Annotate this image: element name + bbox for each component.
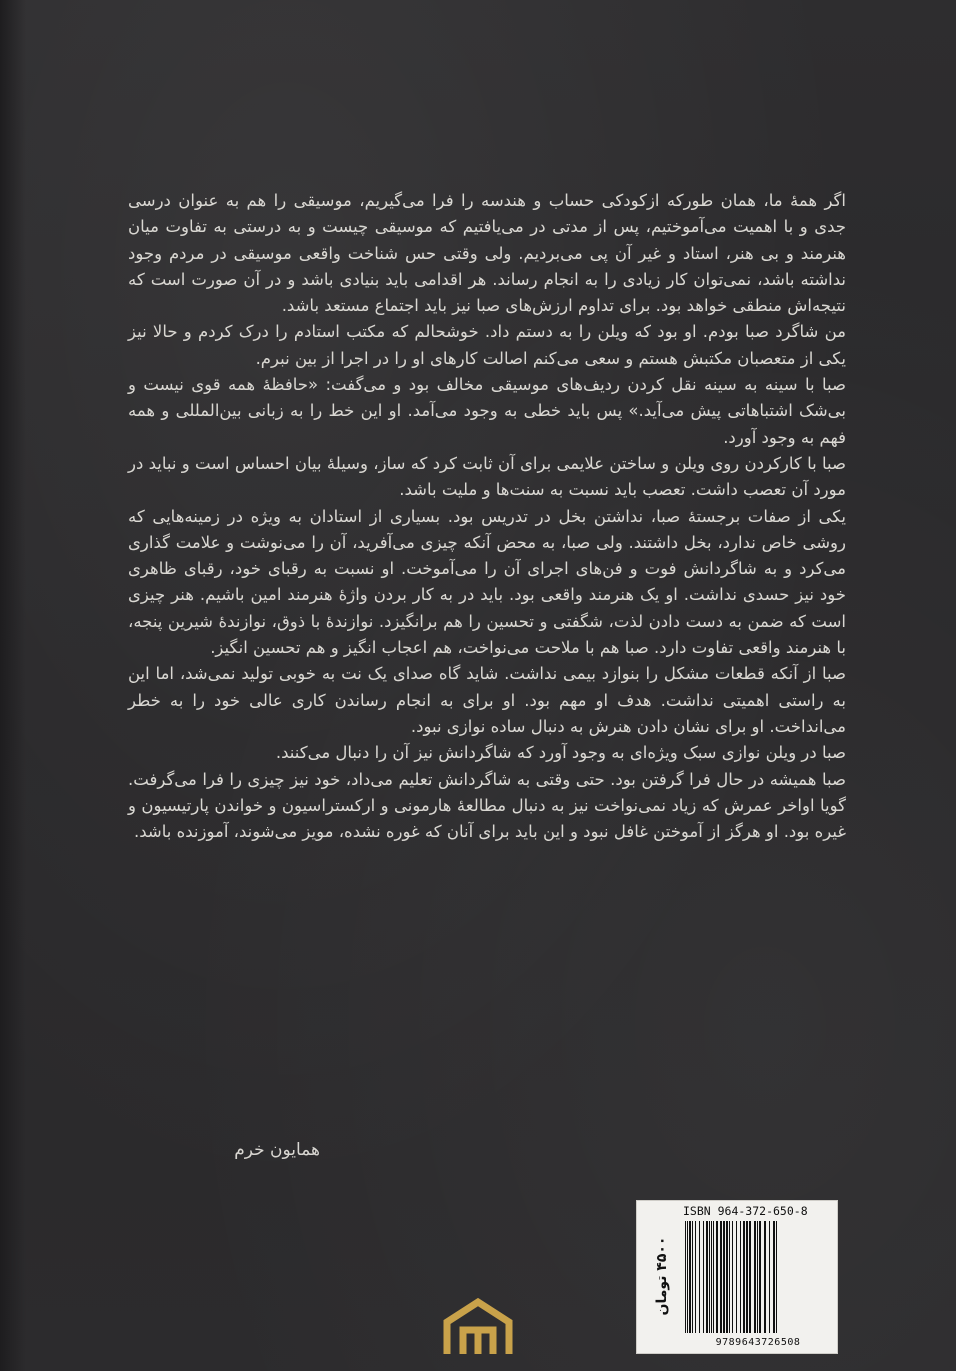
barcode-bars — [683, 1221, 833, 1335]
barcode-bar — [743, 1221, 745, 1333]
barcode-bar — [703, 1221, 704, 1333]
barcode-bar — [754, 1221, 756, 1333]
barcode-bar — [726, 1221, 728, 1333]
barcode-bar — [749, 1221, 751, 1333]
barcode-bar — [685, 1221, 686, 1333]
barcode-bar — [711, 1221, 712, 1333]
barcode-bar — [706, 1221, 708, 1333]
paragraph: صبا با کارکردن روی ویلن و ساختن علایمی برای آن ثابت کرد که ساز، وسیلهٔ بیان احساس است و نباید در مورد آن تعصب داشت. تعصب باید نسبت به سنت‌ها و ملیت باشد. — [128, 453, 846, 500]
blurb-text — [128, 188, 846, 845]
barcode-bar — [764, 1221, 766, 1333]
barcode-label — [636, 1200, 838, 1354]
barcode-bar — [716, 1221, 718, 1333]
paragraph: صبا از آنکه قطعات مشکل را بنوازد بیمی نداشت. شاید گاه صدای یک نت به خوبی تولید نمی‌شد، اما این به راستی اهمیتی نداشت. هدف او مهم بود. او برای به انجام رساندن کاری عالی خود را به خطر می‌انداخت. او برای نشان دادن هنرش به دنبال ساده نوازی نبود. — [128, 664, 846, 736]
barcode-bar — [740, 1221, 741, 1333]
barcode-bar — [720, 1221, 722, 1333]
barcode-bar — [723, 1221, 725, 1333]
barcode-bar — [689, 1221, 691, 1333]
paragraph: اگر همهٔ ما، همان طورکه ازکودکی حساب و هندسه را فرا می‌گیریم، موسیقی را هم به عنوان درسی جدی و با اهمیت می‌آموختیم، پس از مدتی در می‌یافتیم که موسیقی چیست و به درستی به تفاوت میان هنرمند و بی هنر، استاد و غیر آن پی می‌بردیم. ولی وقتی حس شناخت واقعی موسیقی در مردم وجود نداشته باشد، نمی‌توان کار زیادی را به انجام رساند. هر اقدامی باید بنیادی باشد و در آن صورت است که نتیجه‌اش منطقی خواهد بود. برای تداوم ارزش‌های صبا نیز باید اجتماع مستعد باشد. — [128, 191, 846, 316]
barcode-bar — [776, 1221, 777, 1333]
barcode-bar — [713, 1221, 714, 1333]
paragraph: من شاگرد صبا بودم. او بود که ویلن را به دستم داد. خوشحالم که مکتب استادم را درک کردم و حالا نیز یکی از متعصبان مکتبش هستم و سعی می‌کنم اصالت کارهای او را در اجرا از بین نبرم. — [128, 322, 846, 368]
barcode-bar — [695, 1221, 696, 1333]
barcode-bar — [759, 1221, 761, 1333]
publisher-emblem-icon — [441, 1296, 515, 1358]
paragraph: صبا همیشه در حال فرا گرفتن بود. حتی وقتی به شاگردانش تعلیم می‌داد، خود نیز چیزی را فرا می‌گرفت. گویا اواخر عمرش که زیاد نمی‌نواخت نیز به دنبال مطالعهٔ هارمونی و ارکستراسیون و خواندن پارتیسیون و غیره بود. او هرگز از آموختن غافل نبود و این باید برای آنان که غوره نشده، مویز می‌شوند، آموزنده باشد. — [128, 769, 846, 842]
barcode-bar — [757, 1221, 758, 1333]
barcode-bar — [769, 1221, 770, 1333]
barcode-bar — [729, 1221, 730, 1333]
author-signature: همایون خرم — [234, 1140, 320, 1160]
barcode-bar — [699, 1221, 700, 1333]
barcode-bar — [746, 1221, 748, 1333]
paragraph: صبا با سینه به سینه نقل کردن ردیف‌های موسیقی مخالف بود و می‌گفت: «حافظهٔ همه قوی نیست و بی‌شک اشتباهاتی پیش می‌آید.» پس باید خطی به وجود می‌آمد. او این خط را به زبانی بین‌المللی و همه فهم به وجود آورد. — [128, 375, 846, 447]
ean-number: 9789643726508 — [715, 1337, 801, 1348]
barcode-bar — [732, 1221, 733, 1333]
barcode-bar — [736, 1221, 737, 1333]
barcode-bar — [773, 1221, 775, 1333]
paragraph: صبا در ویلن نوازی سبک ویژه‌ای به وجود آورد که شاگردانش نیز آن را دنبال می‌کنند. — [275, 743, 846, 763]
paragraph: یکی از صفات برجستهٔ صبا، نداشتن بخل در تدریس بود. بسیاری از استادان به ویژه در زمینه‌هایی که روشی خاص ندارد، بخل داشتند. ولی صبا، به محض آنکه چیزی می‌آفرید، آن را می‌نوشت و علامت گذاری می‌کرد و به شاگردانش فوت و فن‌های اجرای آن را می‌آموخت. او نسبت به رقبای خود، رقبای ظاهری خود نیز حسدی نداشت. او یک هنرمند واقعی بود. باید در به کار بردن واژهٔ هنرمند امین باشیم. هنر چیزی است که ضمن به دست دادن لذت، شگفتی و تحسین را هم برانگیزد. نوازندهٔ با ذوق، نوازندهٔ شیرین پنجه، با هنرمند واقعی تفاوت دارد. صبا هم با ملاحت می‌نواخت، هم اعجاب انگیز و هم تحسین انگیز. — [128, 506, 846, 658]
barcode-bar — [687, 1221, 688, 1333]
isbn-text: ISBN 964-372-650-8 — [683, 1204, 808, 1218]
barcode-bar — [692, 1221, 693, 1333]
price-text: ۴۵۰۰ تومان — [654, 1236, 670, 1316]
barcode-bar — [709, 1221, 710, 1333]
spine-shadow — [0, 0, 26, 1371]
